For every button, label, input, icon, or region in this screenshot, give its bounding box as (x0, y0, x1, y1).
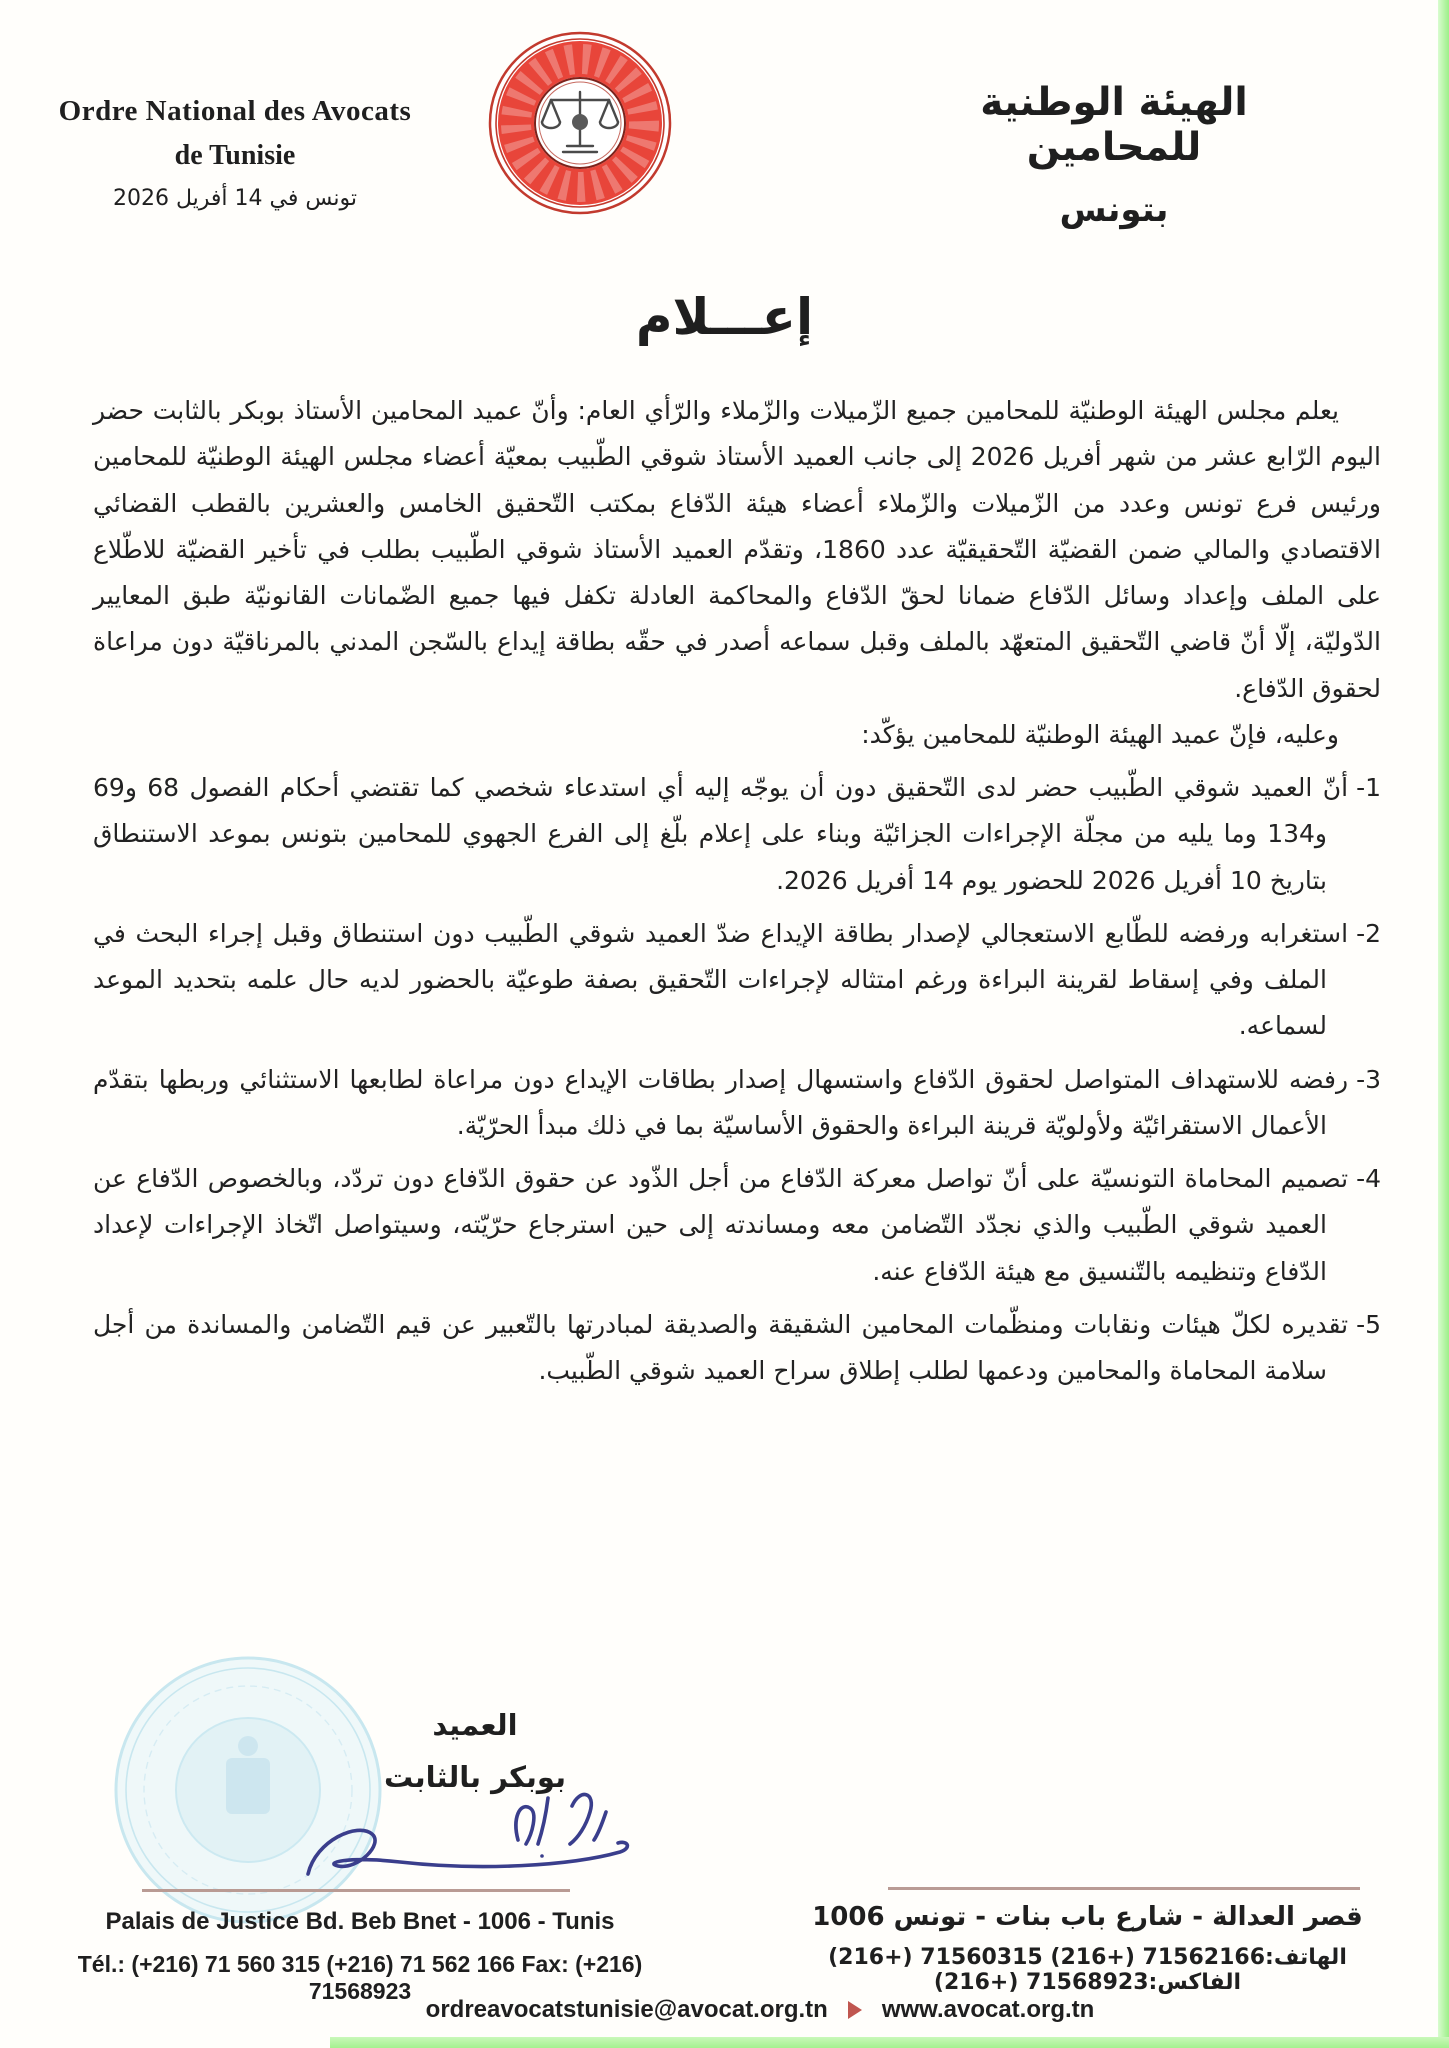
list-item-5 (93, 1302, 1381, 1395)
handwritten-signature (280, 1782, 660, 1912)
phone-fr: Tél.: (+216) 71 560 315 (+216) 71 562 166 Fax: (+216) 71568923 (77, 1951, 643, 2004)
signatory-name: بوبكر بالثابت (384, 1760, 566, 1794)
transition-line: وعليه، فإنّ عميد الهيئة الوطنيّة للمحامين يؤكّد: (861, 719, 1339, 749)
scan-edge-bottom (330, 2037, 1449, 2048)
org-name-fr-line2: de Tunisie (174, 140, 296, 171)
item-text: تقديره لكلّ هيئات ونقابات ومنظّمات المحامين الشقيقة والصديقة لمبادرتها بالتّعبير عن قيم التّضامن والمساندة من أجل سلامة المحاماة والمحامين ودعمها لطلب إطلاق سراح العميد شوقي الطّبيب. (93, 1309, 1349, 1385)
header-french-block (50, 95, 420, 211)
item-text: تصميم المحاماة التونسيّة على أنّ تواصل معركة الدّفاع من أجل الذّود عن حقوق الدّفاع دون تردّد، وبالخصوص الدّفاع عن العميد شوقي الطّبيب والذي نجدّد التّضامن معه ومساندته إلى حين استرجاع حرّيّته، وسيتواصل اتّخاذ الإجراءات لإعداد الدّفاع وتنظيمه بالتّنسيق مع هيئة الدّفاع عنه. (93, 1164, 1349, 1286)
national-bar-association-seal (487, 30, 673, 216)
footer-separator-right (888, 1887, 1360, 1890)
list-item-3 (93, 1057, 1381, 1150)
org-name-ar-line2: بتونس (1059, 190, 1169, 230)
footer-separator-left (142, 1889, 570, 1892)
footer-contacts (330, 1996, 1190, 2024)
arrow-icon (848, 2001, 862, 2019)
item-text: استغرابه ورفضه للطّابع الاستعجالي لإصدار بطاقة الإيداع ضدّ العميد شوقي الطّبيب دون استنطاق وقبل إجراء البحث في الملف وفي إسقاط لقرينة البراءة ورغم امتثاله لإجراءات التّحقيق بصفة طوعيّة بالحضور لديه حال علمه بتحديد الموعد لسماعه. (93, 918, 1349, 1041)
org-name-fr-line1: Ordre National des Avocats (58, 95, 412, 127)
footer-french (55, 1908, 665, 2005)
numbered-list (93, 765, 1381, 1394)
item-number: 5- (1356, 1309, 1381, 1339)
email-address: ordreavocatstunisie@avocat.org.tn (425, 1996, 828, 2023)
phone-ar: الهاتف:71562166 (+216) 71560315 (+216) الفاكس:71568923 (+216) (828, 1945, 1347, 1995)
address-ar: قصر العدالة - شارع باب بنات - تونس 1006 (812, 1902, 1363, 1932)
document-title: إعـــلام (635, 288, 814, 346)
signatory-title: العميد (432, 1708, 518, 1742)
seal-graphic (487, 30, 673, 216)
item-text: رفضه للاستهداف المتواصل لحقوق الدّفاع واستسهال إصدار بطاقات الإيداع دون مراعاة لطابعها الاستثنائي وربطها بتقدّم الأعمال الاستقرائيّة ولأولويّة قرينة البراءة والحقوق الأساسيّة بما في ذلك مبدأ الحرّيّة. (93, 1064, 1349, 1140)
footer-arabic (755, 1902, 1420, 1995)
address-fr: Palais de Justice Bd. Beb Bnet - 1006 - Tunis (105, 1908, 615, 1935)
document-body (93, 388, 1381, 1394)
item-number: 1- (1356, 773, 1381, 802)
item-number: 2- (1356, 918, 1381, 948)
list-item-2 (93, 911, 1381, 1050)
document-date: تونس في 14 أفريل 2026 (112, 186, 358, 211)
list-item-4 (93, 1156, 1381, 1295)
list-item-1 (93, 765, 1381, 904)
item-number: 3- (1356, 1064, 1381, 1094)
header-arabic-block (889, 80, 1339, 230)
intro-paragraph: يعلم مجلس الهيئة الوطنيّة للمحامين جميع الزّميلات والزّملاء والرّأي العام: وأنّ عميد المحامين الأستاذ بوبكر بالثابت حضر اليوم الرّابع عشر من شهر أفريل 2026 إلى جانب العميد الأستاذ شوقي الطّبيب بمعيّة أعضاء مجلس الهيئة الوطنيّة للمحامين ورئيس فرع تونس وعدد من الزّميلات والزّملاء أعضاء هيئة الدّفاع بمكتب التّحقيق الخامس والعشرين بالقطب القضائي الاقتصادي والمالي ضمن القضيّة التّحقيقيّة عدد 1860، وتقدّم العميد الأستاذ شوقي الطّبيب بطلب في تأخير القضيّة للاطّلاع على الملف وإعداد وسائل الدّفاع ضمانا لحقّ الدّفاع والمحاكمة العادلة تكفل فيها جميع الضّمانات القانونيّة طبق المعايير الدّوليّة، إلّا أنّ قاضي التّحقيق المتعهّد بالملف وقبل سماعه أصدر في حقّه بطاقة إيداع بالسّجن المدني بالمرناقيّة دون مراعاة لحقوق الدّفاع. (93, 396, 1381, 703)
item-text: أنّ العميد شوقي الطّبيب حضر لدى التّحقيق دون أن يوجّه إليه أي استدعاء شخصي كما تقتضي أحكام الفصول 68 و69 و134 وما يليه من مجلّة الإجراءات الجزائيّة وبناء على إعلام بلّغ إلى الفرع الجهوي للمحامين بتونس بموعد الاستنطاق بتاريخ 10 أفريل 2026 للحضور يوم 14 أفريل 2026. (93, 773, 1349, 895)
website-url: www.avocat.org.tn (881, 1996, 1095, 2023)
org-name-ar-line1: الهيئة الوطنية للمحامين (980, 80, 1248, 170)
item-number: 4- (1356, 1164, 1381, 1193)
